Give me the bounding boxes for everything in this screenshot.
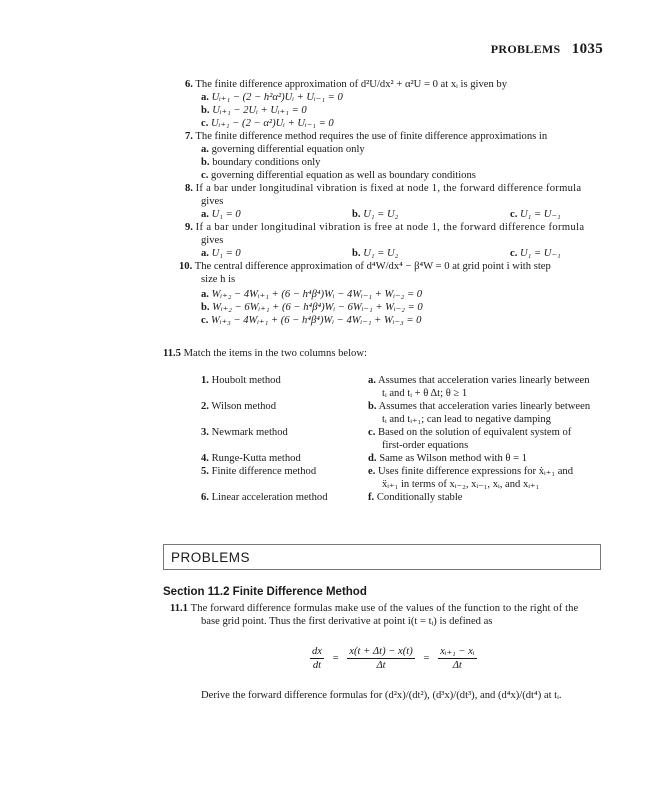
match-letter: d. xyxy=(368,453,377,464)
option-letter: a. xyxy=(201,209,209,220)
fraction-denominator: dt xyxy=(312,659,322,671)
option-9a xyxy=(201,247,241,260)
match-left-4 xyxy=(201,452,301,465)
question-text: The finite difference method requires the use of finite difference approximations in xyxy=(195,131,548,142)
option-10a xyxy=(201,288,422,301)
problem-11-1-continued: base grid point. Thus the first derivative at point i(t = tᵢ) is defined as xyxy=(201,616,493,627)
match-right-a-continued: tᵢ and tᵢ + θ Δt; θ ≥ 1 xyxy=(382,388,468,399)
problem-number: 11.1 xyxy=(170,603,188,614)
match-text: Uses finite difference expressions for ẋᵢ₊₁ and xyxy=(378,466,573,477)
option-letter: b. xyxy=(201,105,210,116)
option-7a xyxy=(201,143,365,156)
match-text: Same as Wilson method with θ = 1 xyxy=(379,453,528,464)
question-number: 10. xyxy=(179,261,193,272)
option-text: governing differential equation only xyxy=(211,144,365,155)
option-text: U₁ = U₋₁ xyxy=(520,209,561,220)
fraction-denominator: Δt xyxy=(452,660,462,671)
option-text: Wᵢ₊₂ − 6Wᵢ₊₁ + (6 − h⁴β⁴)Wᵢ − 6Wᵢ₋₁ + Wᵢ₋₂ = 0 xyxy=(212,302,423,313)
section-heading: Section 11.2 Finite Difference Method xyxy=(163,586,367,598)
option-8c xyxy=(510,208,561,221)
match-text: Linear acceleration method xyxy=(211,492,328,503)
option-letter: c. xyxy=(510,209,518,220)
option-letter: c. xyxy=(201,118,209,129)
question-10 xyxy=(179,260,551,273)
question-text: The finite difference approximation of d²U/dx² + α²U = 0 at xᵢ is given by xyxy=(195,79,508,90)
problem-11-1 xyxy=(170,602,578,615)
match-text: Runge-Kutta method xyxy=(211,453,301,464)
option-letter: b. xyxy=(201,157,210,168)
question-9 xyxy=(185,221,584,234)
match-right-e xyxy=(368,465,573,478)
question-number: 7. xyxy=(185,131,193,142)
match-number: 3. xyxy=(201,427,209,438)
option-10c xyxy=(201,314,421,327)
option-letter: b. xyxy=(352,248,361,259)
equation-middle-fraction xyxy=(347,646,414,671)
match-text: Wilson method xyxy=(211,401,277,412)
question-text: If a bar under longitudinal vibration is free at node 1, the forward difference formula xyxy=(195,222,585,233)
question-9-continued: gives xyxy=(201,235,224,246)
option-6b xyxy=(201,104,307,117)
question-7 xyxy=(185,130,547,143)
fraction-numerator: dx xyxy=(312,645,322,657)
fraction-numerator: x(t + Δt) − x(t) xyxy=(349,645,413,657)
match-text: Assumes that acceleration varies linearly between xyxy=(378,375,590,386)
option-8b xyxy=(352,208,398,221)
option-text: Wᵢ₊₃ − 4Wᵢ₊₁ + (6 − h⁴β⁴)Wᵢ − 4Wᵢ₋₁ + Wᵢ₋₃ = 0 xyxy=(211,315,422,326)
option-7b xyxy=(201,156,320,169)
option-text: Uᵢ₊₁ − 2Uᵢ + Uᵢ₊₁ = 0 xyxy=(212,105,307,116)
option-letter: b. xyxy=(352,209,361,220)
forward-difference-equation xyxy=(310,645,477,671)
question-6 xyxy=(185,78,507,91)
option-text: U₁ = U₂ xyxy=(363,248,399,259)
option-text: Uᵢ₊₁ − (2 − h²α²)Uᵢ + Uᵢ₋₁ = 0 xyxy=(211,92,343,103)
option-letter: a. xyxy=(201,144,209,155)
option-letter: c. xyxy=(201,315,209,326)
match-letter: f. xyxy=(368,492,375,503)
option-letter: c. xyxy=(201,170,209,181)
match-text: Houbolt method xyxy=(211,375,281,386)
option-text: boundary conditions only xyxy=(212,157,321,168)
match-text: Based on the solution of equivalent system of xyxy=(378,427,572,438)
match-text: Finite difference method xyxy=(211,466,317,477)
equals-sign: = xyxy=(332,652,339,664)
match-text: Assumes that acceleration varies linearly between xyxy=(378,401,591,412)
option-text: Wᵢ₊₂ − 4Wᵢ₊₁ + (6 − h⁴β⁴)Wᵢ − 4Wᵢ₋₁ + Wᵢ₋₂ = 0 xyxy=(211,289,423,300)
fraction-denominator: Δt xyxy=(376,659,386,671)
match-letter: e. xyxy=(368,466,376,477)
problem-number: 11.5 xyxy=(163,348,181,359)
match-number: 1. xyxy=(201,375,209,386)
option-8a xyxy=(201,208,241,221)
match-left-6 xyxy=(201,491,328,504)
question-10-continued: size h is xyxy=(201,274,236,285)
match-right-b xyxy=(368,400,590,413)
match-right-d xyxy=(368,452,527,465)
option-10b xyxy=(201,301,423,314)
match-letter: b. xyxy=(368,401,377,412)
match-right-c-continued: first-order equations xyxy=(382,440,469,451)
match-letter: a. xyxy=(368,375,376,386)
option-letter: a. xyxy=(201,289,209,300)
problem-text: Match the items in the two columns below: xyxy=(183,348,367,359)
equation-lhs-fraction xyxy=(310,646,324,671)
equation-rhs-fraction xyxy=(438,645,476,671)
problem-11-5 xyxy=(163,347,367,360)
question-number: 8. xyxy=(185,183,193,194)
option-7c xyxy=(201,169,476,182)
option-text: U₁ = 0 xyxy=(211,248,241,259)
problem-11-1-instruction: Derive the forward difference formulas for (d²x)/(dt²), (d³x)/(dt³), and (d⁴x)/(dt⁴) at tᵢ. xyxy=(201,690,562,701)
match-right-b-continued: tᵢ and tᵢ₊₁; can lead to negative damping xyxy=(382,414,551,425)
match-left-2 xyxy=(201,400,276,413)
problem-text: The forward difference formulas make use of the values of the function to the right of the xyxy=(190,603,579,614)
option-letter: a. xyxy=(201,92,209,103)
option-letter: a. xyxy=(201,248,209,259)
header-section-title: PROBLEMS xyxy=(490,42,561,56)
question-number: 9. xyxy=(185,222,193,233)
question-8-continued: gives xyxy=(201,196,224,207)
fraction-numerator: xᵢ₊₁ − xᵢ xyxy=(440,646,475,657)
question-text: The central difference approximation of d⁴W/dx⁴ − β⁴W = 0 at grid point i with step xyxy=(194,261,551,272)
match-left-1 xyxy=(201,374,281,387)
match-text: Conditionally stable xyxy=(376,492,463,503)
question-number: 6. xyxy=(185,79,193,90)
problems-banner: PROBLEMS xyxy=(163,544,601,570)
match-letter: c. xyxy=(368,427,376,438)
match-left-5 xyxy=(201,465,316,478)
page-number: 1035 xyxy=(571,41,603,57)
match-right-a xyxy=(368,374,590,387)
option-text: Uᵢ₊₁ − (2 − α²)Uᵢ + Uᵢ₋₁ = 0 xyxy=(211,118,334,129)
match-right-c xyxy=(368,426,571,439)
option-letter: c. xyxy=(510,248,518,259)
match-number: 6. xyxy=(201,492,209,503)
option-text: governing differential equation as well as boundary conditions xyxy=(211,170,476,181)
match-text: Newmark method xyxy=(211,427,288,438)
question-8 xyxy=(185,182,581,195)
option-text: U₁ = 0 xyxy=(211,209,241,220)
equals-sign: = xyxy=(423,652,430,664)
option-text: U₁ = U₋₁ xyxy=(520,248,561,259)
match-left-3 xyxy=(201,426,288,439)
option-letter: b. xyxy=(201,302,210,313)
option-6a xyxy=(201,91,343,104)
option-6c xyxy=(201,117,334,130)
match-right-f xyxy=(368,491,462,504)
option-9c xyxy=(510,247,561,260)
match-right-e-continued: ẍᵢ₊₁ in terms of xᵢ₋₂, xᵢ₋₁, xᵢ, and xᵢ₊₁ xyxy=(382,479,540,490)
option-text: U₁ = U₂ xyxy=(363,209,399,220)
option-9b xyxy=(352,247,398,260)
match-number: 4. xyxy=(201,453,209,464)
match-number: 2. xyxy=(201,401,209,412)
running-header xyxy=(491,41,603,58)
match-number: 5. xyxy=(201,466,209,477)
question-text: If a bar under longitudinal vibration is fixed at node 1, the forward difference formula xyxy=(195,183,582,194)
